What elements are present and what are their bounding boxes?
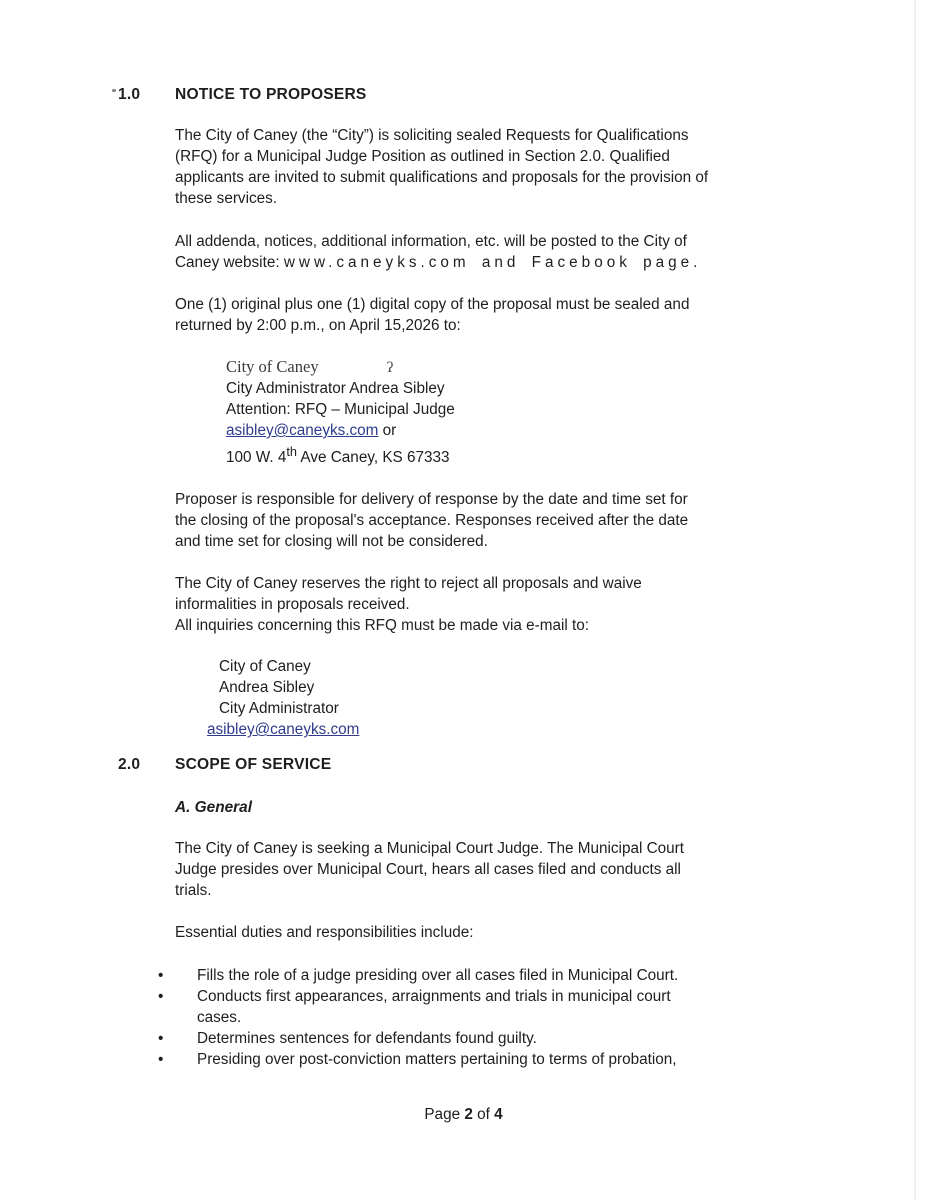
notice-paragraph-2-line1: All addenda, notices, additional information, etc. will be posted to the City of: [175, 233, 687, 250]
scope-paragraph-1: The City of Caney is seeking a Municipal Court Judge. The Municipal Court Judge presides over Municipal Court, hears all cases filed and conducts all trials.: [175, 840, 685, 900]
list-item: [158, 1028, 927, 1049]
bullet-icon: •: [158, 1030, 164, 1048]
inquiries-name-line: Andrea Sibley: [219, 679, 315, 697]
address-city-name: City of Caney: [226, 357, 319, 376]
notice-paragraph-2: [175, 231, 915, 273]
scan-artifact-glyph: ʔ: [386, 360, 394, 376]
footer-of-label: of: [477, 1106, 490, 1123]
bullet-icon: •: [158, 988, 164, 1006]
bullet-text-3: Determines sentences for defendants found guilty.: [197, 1030, 537, 1048]
reject-rights-paragraph: The City of Caney reserves the right to reject all proposals and waive informalities in proposals received. All inquiries concerning this RFQ must be made via e-mail to:: [175, 575, 642, 635]
bullet-icon: •: [158, 1051, 164, 1069]
section-2-heading: [118, 754, 927, 775]
section-2-number: 2.0: [118, 756, 141, 774]
section-2-title: SCOPE OF SERVICE: [175, 756, 332, 774]
submission-address-block: [226, 356, 927, 468]
page-footer: [0, 1104, 927, 1125]
ordinal-suffix: th: [286, 444, 298, 459]
email-or-suffix: or: [378, 422, 397, 439]
address-email-line: [226, 420, 927, 441]
duties-bullet-list: [158, 965, 927, 1070]
notice-paragraph-3: One (1) original plus one (1) digital copy of the proposal must be sealed and returned by 2:00 p.m., on April 15,2026 to:: [175, 296, 690, 334]
section-1-heading: [118, 84, 927, 105]
inquiries-address-block: [207, 656, 927, 740]
inquiries-title-line: City Administrator: [219, 700, 339, 718]
section-1-number: 1.0: [118, 86, 141, 103]
delivery-responsibility-paragraph: Proposer is responsible for delivery of response by the date and time set for the closing of the proposal's acceptance. Responses received after the date and time set for closing will not be considered.: [175, 491, 689, 551]
address-administrator-line: City Administrator Andrea Sibley: [226, 380, 445, 397]
list-item: [158, 1049, 927, 1070]
bullet-icon: •: [158, 967, 164, 985]
street-rest: Ave Caney, KS 67333: [297, 449, 450, 467]
website-line-prefix: Caney website:: [175, 254, 284, 271]
general-subheading: A. General: [175, 799, 252, 817]
email-link-2[interactable]: asibley@caneyks.com: [207, 721, 360, 739]
footer-page-label: Page: [424, 1106, 461, 1123]
address-city-line: [226, 356, 927, 378]
list-item: [158, 986, 927, 1028]
bullet-text-1: Fills the role of a judge presiding over all cases filed in Municipal Court.: [197, 967, 679, 985]
section-1-title: NOTICE TO PROPOSERS: [175, 86, 367, 103]
document-body: [0, 84, 927, 1070]
bullet-text-4: Presiding over post-conviction matters pertaining to terms of probation,: [197, 1051, 677, 1069]
footer-page-number: 2: [464, 1106, 473, 1123]
website-and-facebook-text: www.caneyks.com and Facebook page.: [283, 254, 702, 271]
address-attention-line: Attention: RFQ – Municipal Judge: [226, 401, 455, 418]
bullet-text-2: Conducts first appearances, arraignments and trials in municipal court cases.: [197, 988, 671, 1027]
street-number: 100 W. 4: [226, 449, 287, 467]
notice-paragraph-1: The City of Caney (the “City”) is soliciting sealed Requests for Qualifications (RFQ) for a Municipal Judge Position as outlined in Section 2.0. Qualified applicants are invited to submit qualifications and proposals for the provision of these services.: [175, 127, 709, 207]
inquiries-email-line: [207, 719, 927, 740]
inquiries-city-line: City of Caney: [219, 658, 311, 676]
address-street-line: [226, 441, 927, 468]
footer-page-total: 4: [494, 1106, 503, 1123]
list-item: [158, 965, 927, 986]
scope-paragraph-2: Essential duties and responsibilities include:: [175, 924, 474, 942]
email-link[interactable]: asibley@caneyks.com: [226, 422, 379, 439]
